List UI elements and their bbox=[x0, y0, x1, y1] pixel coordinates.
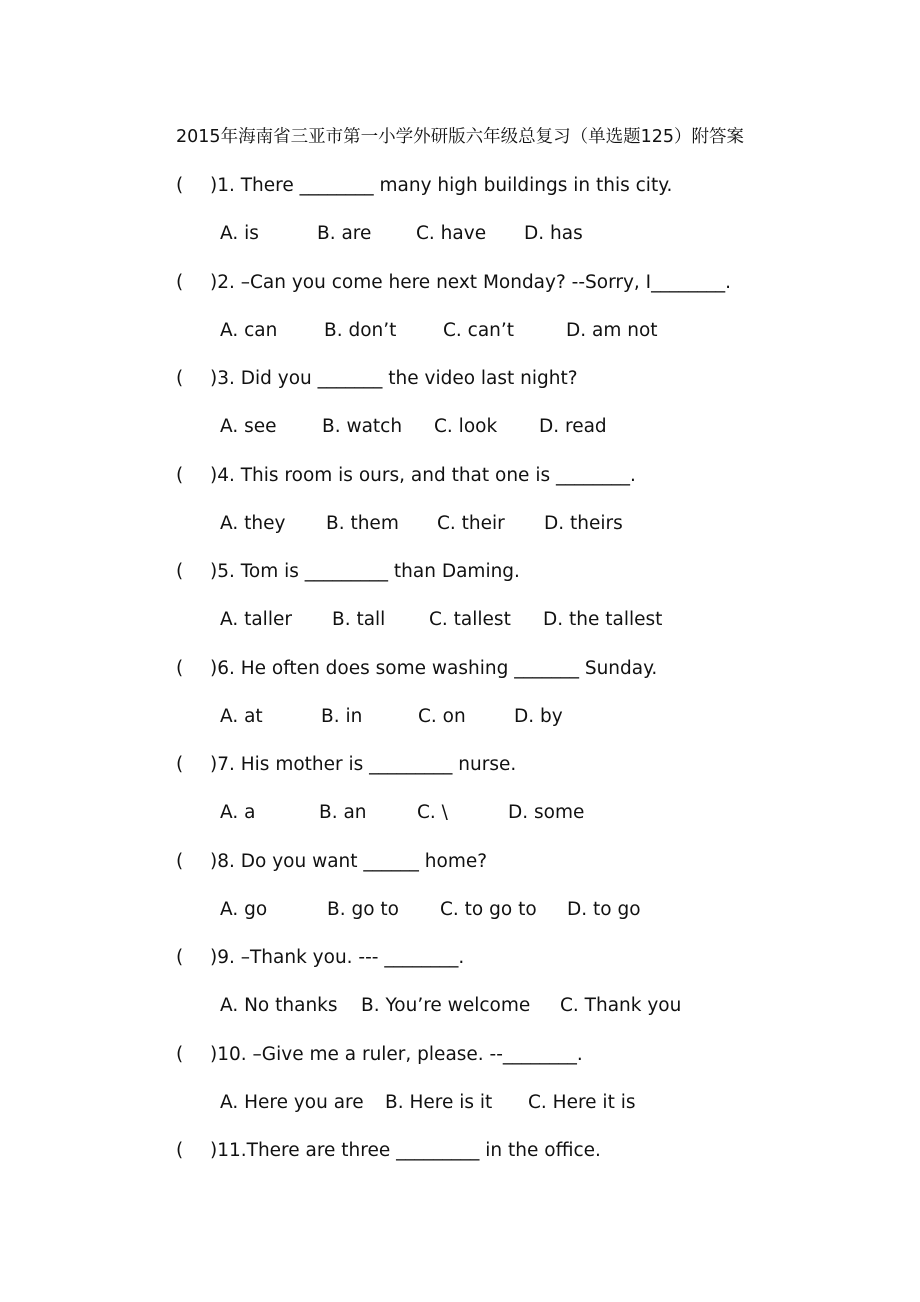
answer-paren: ( bbox=[176, 368, 184, 389]
option-a: A. they bbox=[220, 513, 286, 534]
answer-paren: ( bbox=[176, 658, 184, 679]
question-text: )8. Do you want ______ home? bbox=[210, 851, 488, 872]
option-a: A. Here you are bbox=[220, 1092, 364, 1113]
option-a: A. a bbox=[220, 802, 256, 823]
option-d: D. am not bbox=[566, 320, 658, 341]
option-c: C. on bbox=[418, 706, 466, 727]
option-b: B. Here is it bbox=[385, 1092, 493, 1113]
option-d: D. to go bbox=[567, 899, 641, 920]
option-c: C. tallest bbox=[429, 609, 511, 630]
option-b: B. go to bbox=[327, 899, 399, 920]
option-b: B. are bbox=[317, 223, 372, 244]
answer-paren: ( bbox=[176, 947, 184, 968]
question-text: )11.There are three _________ in the office. bbox=[210, 1140, 601, 1161]
answer-paren: ( bbox=[176, 1044, 184, 1065]
option-d: D. read bbox=[539, 416, 607, 437]
option-d: D. some bbox=[508, 802, 585, 823]
answer-paren: ( bbox=[176, 561, 184, 582]
option-b: B. tall bbox=[332, 609, 386, 630]
option-c: C. Here it is bbox=[528, 1092, 636, 1113]
option-c: C. look bbox=[434, 416, 498, 437]
option-b: B. watch bbox=[322, 416, 403, 437]
option-b: B. in bbox=[321, 706, 363, 727]
option-a: A. see bbox=[220, 416, 277, 437]
option-d: D. has bbox=[524, 223, 583, 244]
option-c: C. their bbox=[437, 513, 505, 534]
option-a: A. taller bbox=[220, 609, 292, 630]
option-b: B. them bbox=[326, 513, 399, 534]
answer-paren: ( bbox=[176, 754, 184, 775]
option-a: A. go bbox=[220, 899, 268, 920]
option-b: B. You’re welcome bbox=[361, 995, 531, 1016]
option-b: B. don’t bbox=[324, 320, 397, 341]
question-text: )10. –Give me a ruler, please. --________. bbox=[210, 1044, 583, 1065]
option-c: C. Thank you bbox=[560, 995, 682, 1016]
question-text: )2. –Can you come here next Monday? --Sorry, I________. bbox=[210, 272, 732, 293]
answer-paren: ( bbox=[176, 175, 184, 196]
question-text: )9. –Thank you. --- ________. bbox=[210, 947, 465, 968]
question-text: )5. Tom is _________ than Daming. bbox=[210, 561, 520, 582]
answer-paren: ( bbox=[176, 465, 184, 486]
question-text: )1. There ________ many high buildings in this city. bbox=[210, 175, 673, 196]
question-text: )7. His mother is _________ nurse. bbox=[210, 754, 517, 775]
option-a: A. No thanks bbox=[220, 995, 338, 1016]
option-c: C. can’t bbox=[443, 320, 515, 341]
answer-paren: ( bbox=[176, 1140, 184, 1161]
answer-paren: ( bbox=[176, 851, 184, 872]
option-d: D. by bbox=[514, 706, 563, 727]
option-a: A. can bbox=[220, 320, 278, 341]
option-d: D. theirs bbox=[544, 513, 623, 534]
question-text: )4. This room is ours, and that one is ________. bbox=[210, 465, 636, 486]
option-c: C. to go to bbox=[440, 899, 537, 920]
option-a: A. is bbox=[220, 223, 259, 244]
option-c: C. \ bbox=[417, 802, 448, 823]
option-c: C. have bbox=[416, 223, 487, 244]
document-title: 2015年海南省三亚市第一小学外研版六年级总复习（单选题125）附答案 bbox=[176, 127, 744, 147]
question-text: )3. Did you _______ the video last night? bbox=[210, 368, 578, 389]
option-b: B. an bbox=[319, 802, 367, 823]
option-a: A. at bbox=[220, 706, 263, 727]
answer-paren: ( bbox=[176, 272, 184, 293]
question-text: )6. He often does some washing _______ Sunday. bbox=[210, 658, 658, 679]
option-d: D. the tallest bbox=[543, 609, 663, 630]
